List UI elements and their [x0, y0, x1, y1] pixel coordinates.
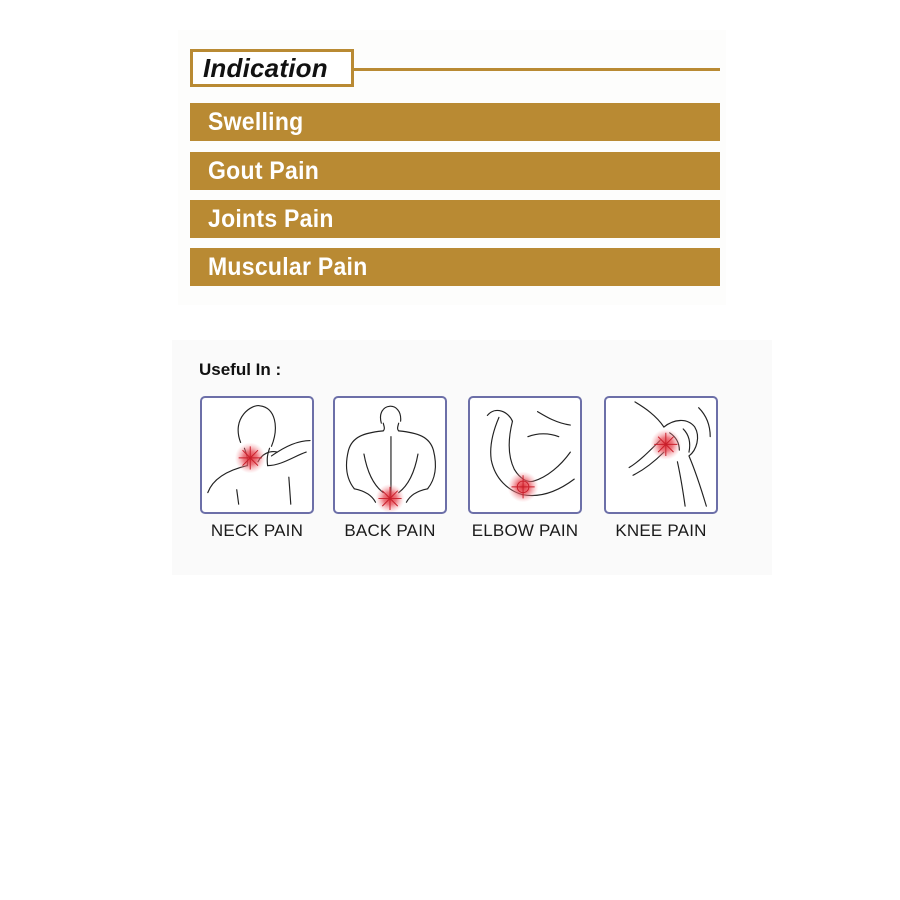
neck-pain-card — [200, 396, 314, 514]
indication-item-label: Joints Pain — [208, 204, 334, 233]
heading-rule — [354, 68, 720, 71]
elbow-pain-card — [468, 396, 582, 514]
knee-pain-card — [604, 396, 718, 514]
useful-in-title: Useful In : — [199, 360, 282, 379]
neck-pain-label: NECK PAIN — [210, 521, 304, 540]
useful-in-panel — [172, 340, 772, 575]
indication-item-swelling — [190, 103, 720, 141]
knee-pain-label: KNEE PAIN — [615, 521, 707, 540]
indication-header — [190, 49, 720, 89]
elbow-pain-label: ELBOW PAIN — [471, 521, 579, 540]
indication-heading: Indication — [203, 52, 328, 83]
neck-pain-icon — [202, 398, 312, 512]
indication-item-muscular-pain — [190, 248, 720, 286]
indication-item-label: Swelling — [208, 107, 304, 136]
indication-item-joints-pain — [190, 200, 720, 238]
indication-item-gout-pain — [190, 152, 720, 190]
back-pain-label: BACK PAIN — [344, 521, 436, 540]
knee-pain-icon — [606, 398, 716, 512]
back-pain-card — [333, 396, 447, 514]
indication-item-label: Muscular Pain — [208, 252, 368, 281]
back-pain-icon — [335, 398, 445, 512]
indication-item-label: Gout Pain — [208, 156, 320, 185]
elbow-pain-icon — [470, 398, 580, 512]
indication-panel — [178, 30, 726, 305]
indication-heading-box — [190, 49, 354, 87]
